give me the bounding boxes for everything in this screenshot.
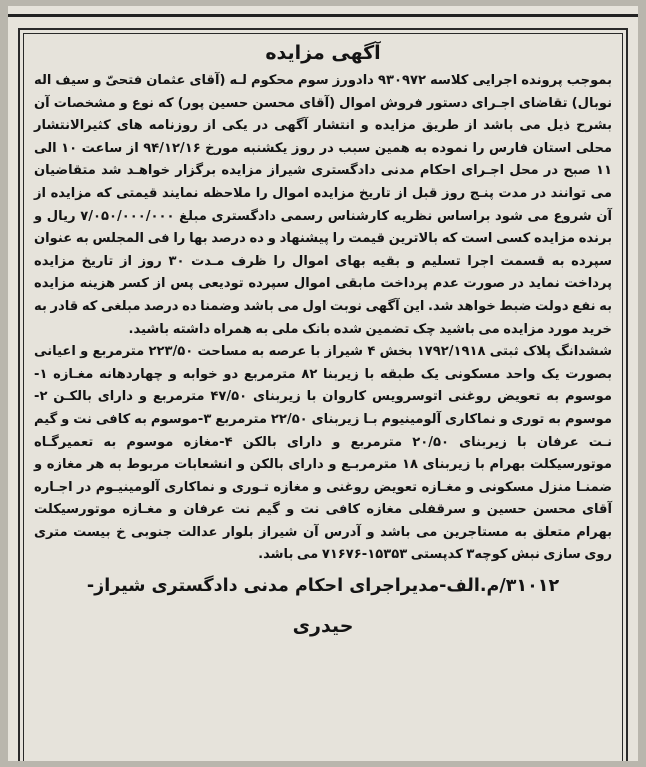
notice-paragraph-property-description: ششدانگ پلاک ثبتی ۱۷۹۲/۱۹۱۸ بخش ۴ شیراز با عرصه به مساحت ۲۲۳/۵۰ مترمربع و اعیانی بصورت یک واحد مسکونی یک طبقه با زیربنا ۸۲ مترمربع دو خوابه و چهاردهانه مغـازه ۱-موسوم به تعویض روغنی اتوسرویس کاروان با زیربنای ۴۷/۵۰ مترمربع و دارای بالکـن ۲-موسوم به توری و نماکاری آلومینیوم بـا زیربنای ۲۲/۵۰ مترمربع ۳-موسوم به کافی نت و گیم نـت عرفان با زیربنای ۲۰/۵۰ مترمربع و دارای بالکن ۴-مغازه موسوم به تعمیرگـاه موتورسیکلت بهرام با زیربنای ۱۸ مترمربـع و دارای بالکن و انشعابات مربوط به هر مغازه و ضمنـا منزل مسکونی و مغـازه تعویض روغنی و مغازه تـوری و نماکاری آلومینیـوم در اجـاره آقای محسن حسین و سرقفلی مغازه کافی نت و گیم نت عرفان و مغـازه موتورسیکلت بهرام متعلق به مستاجرین می باشد و آدرس آن شیراز بلوار عدالت جنوبی خ بیست متری روی سازی نبش کوچه۳ کدپستی ۱۵۳۵۳-۷۱۶۷۶ می باشد. bbox=[34, 344, 613, 563]
notice-paragraph-auction-terms: بموجب پرونده اجرایی کلاسه ۹۳۰۹۷۲ دادورز سوم محکوم لـه (آقای عثمان فتحیّ و سیف اله نوبال) تقاضای اجـرای دستور فروش اموال (آقای محسن حسین پور) که نوع و مشخصات آن بشرح ذیل می باشد از طریق مزایده و انتشار آگهی در یکی از روزنامه های کثیرالانتشار محلی استان فارس را نموده به همین سبب در روز یکشنبه مورخ ۹۴/۱۲/۱۶ از ساعت ۱۰ الی ۱۱ صبح در محل اجـرای احکام مدنی دادگستری شیراز مزایده برگزار خواهـد شد متقاضیان می توانند در مدت پنـج روز قبل از تاریخ مزایده اموال را ملاحظه نمایند قیمتی که مزایده از آن شروع می شود براساس نظریه کارشناس رسمی دادگستری مبلغ ۷/۰۵۰/۰۰۰/۰۰۰ ریال و برنده مزایده کسی است که بالاترین قیمت را پیشنهاد و ده درصد بها را فی المجلس به عنوان سپرده به قسمت اجرا تسلیم و بقیه بهای اموال را ظرف مـدت ۳۰ روز از تاریخ مزایده پرداخت نماید در صورت عدم پرداخت مابقی اموال سپرده تودیعی پس از کسر هزینه مزایده به نفع دولت ضبط خواهد شد. این آگهی نوبت اول می باشد وضمنا ده درصد مبلغی که قادر به خرید مورد مزایده می باشید چک تضمین شده بانک ملی به همراه داشته باشید. bbox=[34, 73, 612, 337]
top-rule bbox=[8, 14, 638, 17]
notice-signatory: حیدری bbox=[292, 615, 354, 638]
notice-signature-line: ۳۱۰۱۲/م.الف-مدیراجرای احکام مدنی دادگستری شیراز- bbox=[86, 576, 560, 597]
notice-title: آگهی مزایده bbox=[265, 42, 381, 64]
newspaper-clipping bbox=[8, 6, 638, 761]
notice-content bbox=[34, 40, 612, 641]
